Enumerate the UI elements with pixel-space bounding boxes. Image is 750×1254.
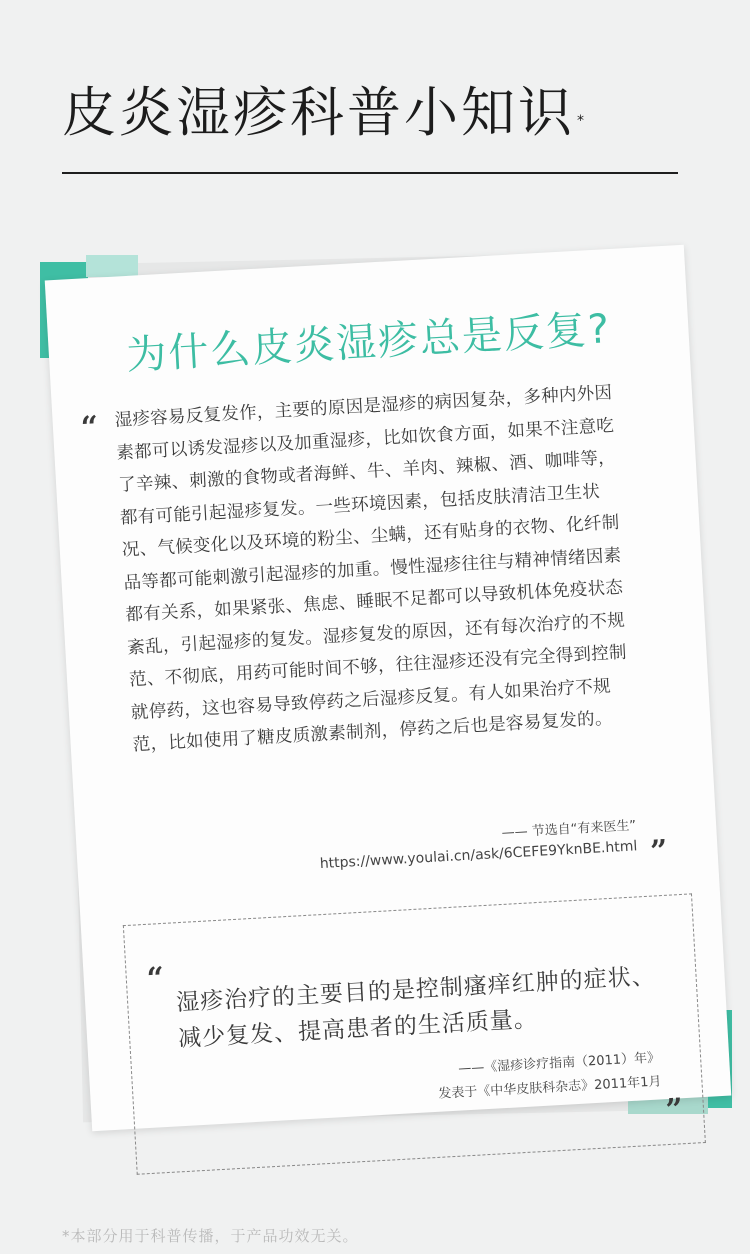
title-divider	[62, 172, 678, 174]
guideline-quote-text: 湿疹治疗的主要目的是控制瘙痒红肿的症状、减少复发、提高患者的生活质量。	[175, 963, 657, 1053]
guideline-source-title: ——《湿疹诊疗指南（2011）年》	[457, 1050, 661, 1077]
guideline-source-publication: 发表于《中华皮肤科杂志》2011年1月	[437, 1074, 662, 1102]
article-source-url: https://www.youlai.cn/ask/6CEFE9YknBE.html	[319, 838, 638, 873]
close-quote-icon: ”	[664, 1092, 684, 1129]
page-title	[62, 78, 587, 148]
footer-disclaimer: *本部分用于科普传播，于产品功效无关。	[62, 1227, 359, 1245]
article-source-name: —— 节选自“有来医生”	[501, 818, 637, 841]
card-title: 为什么皮炎湿疹总是反复?	[125, 306, 613, 380]
title-asterisk: *	[577, 113, 587, 129]
guideline-quote-box	[123, 893, 706, 1174]
article-card	[45, 245, 732, 1131]
open-quote-icon: “	[145, 960, 166, 997]
open-quote-icon: “	[80, 409, 100, 446]
article-quote-text: 湿疹容易反复发作，主要的原因是湿疹的病因复杂，多种内外因素都可以诱发湿疹以及加重湿疹，比如饮食方面，如果不注意吃了辛辣、刺激的食物或者海鲜、牛、羊肉、辣椒、酒、咖啡等，都有可能引起湿疹复发。一些环境因素，包括皮肤清洁卫生状况、气候变化以及环境的粉尘、尘螨，还有贴身的衣物、化纤制品等都可能刺激引起湿疹的加重。慢性湿疹往往与精神情绪因素都有关系，如果紧张、焦虑、睡眠不足都可以导致机体免疫状态紊乱，引起湿疹的复发。湿疹复发的原因，还有每次治疗的不规范、不彻底，用药可能时间不够，往往湿疹还没有完全得到控制就停药，这也容易导致停药之后湿疹反复。有人如果治疗不规范，比如使用了糖皮质激素制剂，停药之后也是容易复发的。	[114, 383, 628, 756]
decor-mint-block-top-left	[86, 255, 138, 277]
page-title-text: 皮炎湿疹科普小知识	[62, 81, 575, 144]
close-quote-icon: ”	[649, 833, 669, 870]
